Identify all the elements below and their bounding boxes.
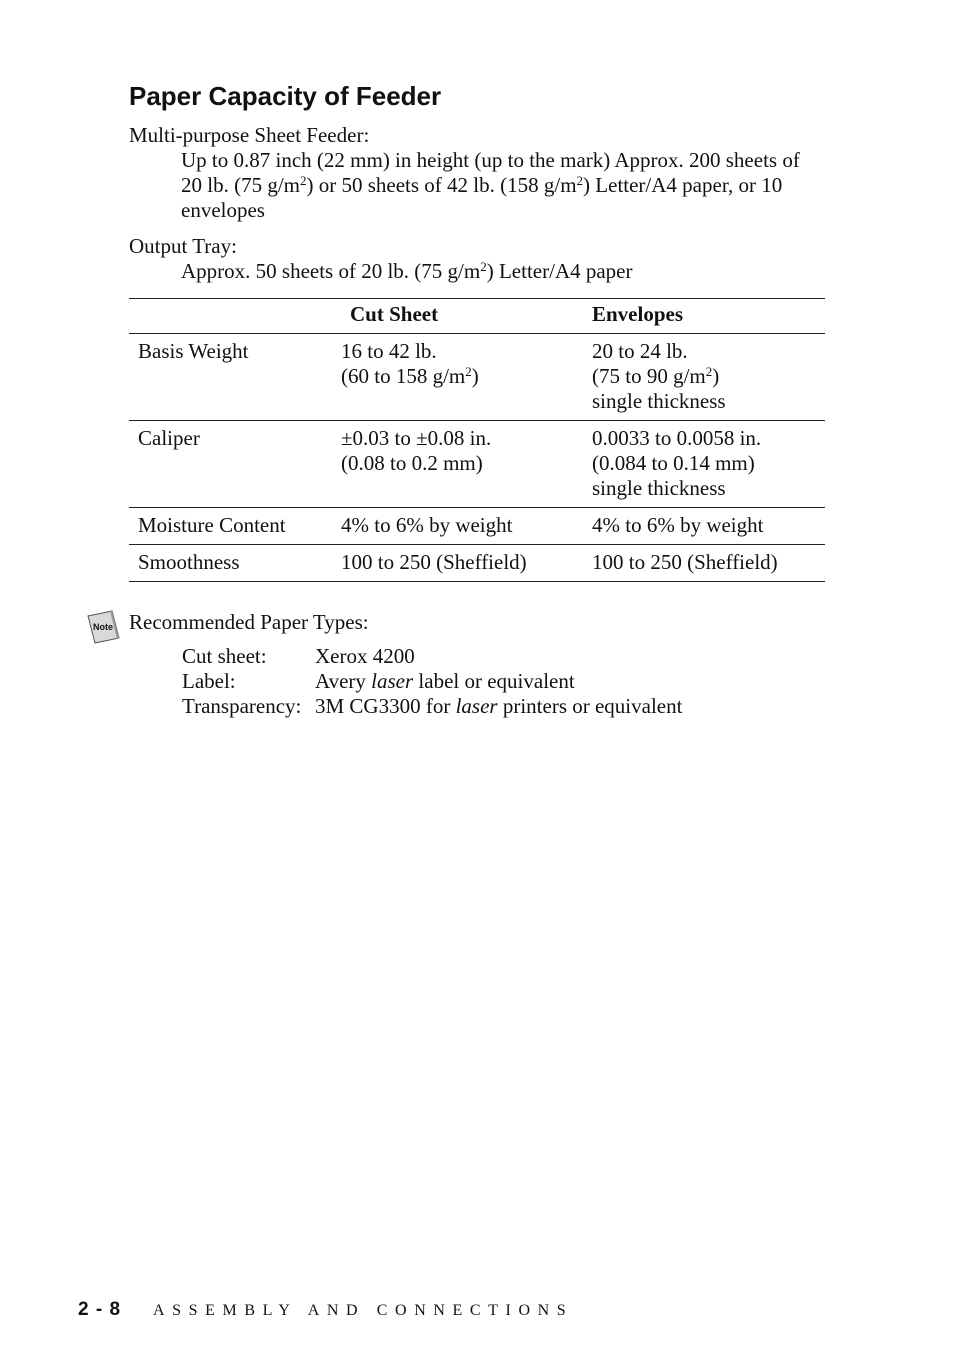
list-item-value: Xerox 4200 [315, 644, 415, 668]
list-item-key: Transparency: [182, 694, 302, 718]
table-row [129, 545, 825, 582]
feeder-line-1: Up to 0.87 inch (22 mm) in height (up to the mark) Approx. 200 sheets of [181, 148, 800, 172]
table-header-blank [129, 299, 341, 334]
page-footer [78, 1297, 573, 1323]
moisture-content-envelopes: 4% to 6% by weight [592, 513, 764, 537]
row-label-moisture-content: Moisture Content [138, 513, 286, 537]
note-title: Recommended Paper Types: [129, 610, 369, 634]
table-header-cut-sheet: Cut Sheet [350, 302, 439, 326]
moisture-content-cut-sheet: 4% to 6% by weight [341, 513, 513, 537]
page-title: Paper Capacity of Feeder [129, 81, 442, 111]
row-label-caliper: Caliper [138, 426, 200, 450]
row-label-basis-weight: Basis Weight [138, 339, 249, 363]
list-item-key: Cut sheet: [182, 644, 267, 668]
smoothness-cut-sheet: 100 to 250 (Sheffield) [341, 550, 527, 574]
basis-weight-envelopes: 20 to 24 lb. (75 to 90 $g/m^2$) single thickness [592, 339, 726, 413]
feeder-description [181, 148, 831, 223]
output-tray-description: Approx. 50 sheets of 20 lb. (75 $g/m^2$) Letter/A4 paper [181, 259, 633, 283]
output-tray-label: Output Tray: [129, 234, 237, 258]
basis-weight-cut-sheet: 16 to 42 lb. (60 to 158 $g/m^2$) [341, 339, 479, 388]
feeder-line-3: envelopes [181, 198, 265, 222]
table-row [129, 334, 825, 421]
paper-spec-table [129, 298, 825, 582]
table-header-row [129, 299, 825, 334]
note-paper-icon [86, 610, 120, 644]
table-row [129, 421, 825, 508]
recommended-paper-list [182, 644, 682, 719]
note-icon-label: Note [93, 622, 113, 632]
row-label-smoothness: Smoothness [138, 550, 240, 574]
page-number: 2 - 8 [78, 1299, 122, 1320]
caliper-cut-sheet: ±0.03 to ±0.08 in. (0.08 to 0.2 mm) [341, 426, 492, 475]
table-header-envelopes: Envelopes [592, 302, 684, 326]
list-item [182, 694, 682, 719]
caliper-envelopes: 0.0033 to 0.0058 in. (0.084 to 0.14 mm) single thickness [592, 426, 762, 500]
feeder-line-2: 20 lb. (75 $g/m^2$) or 50 sheets of 42 lb. (158 $g/m^2$) Letter/A4 paper, or 10 [181, 173, 783, 197]
section-name: ASSEMBLY AND CONNECTIONS [153, 1302, 574, 1319]
table-row [129, 508, 825, 545]
list-item-value: 3M CG3300 for laser printers or equivalent [315, 694, 683, 718]
list-item [182, 644, 682, 669]
feeder-label: Multi-purpose Sheet Feeder: [129, 123, 370, 147]
list-item-key: Label: [182, 669, 236, 693]
list-item-value: Avery laser label or equivalent [315, 669, 575, 693]
list-item [182, 669, 682, 694]
smoothness-envelopes: 100 to 250 (Sheffield) [592, 550, 778, 574]
